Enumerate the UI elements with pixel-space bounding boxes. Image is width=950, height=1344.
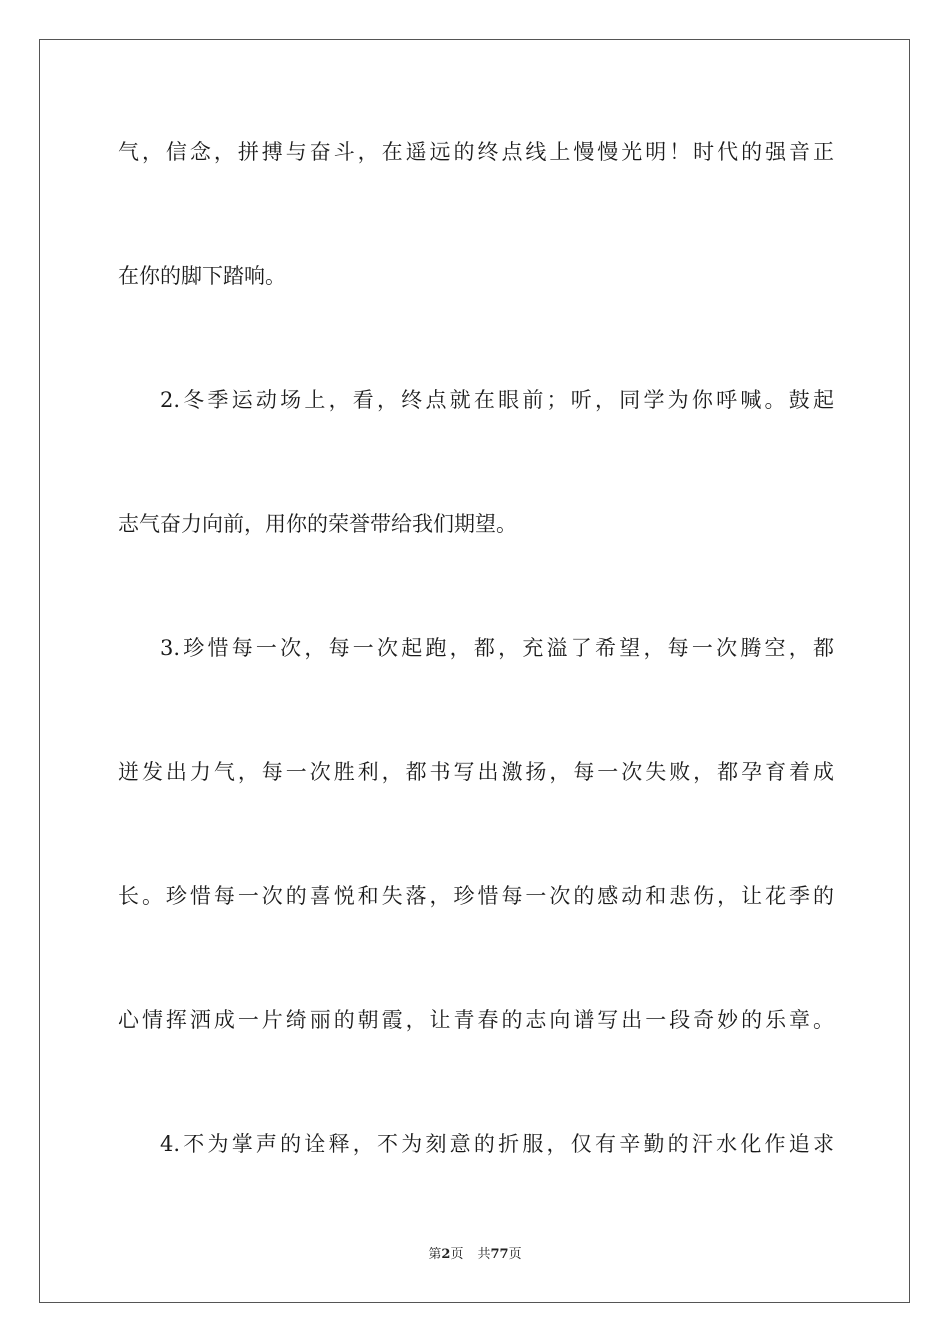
page-suffix: 页 [450,1247,464,1262]
total-pages: 77 [490,1247,509,1262]
page-footer [0,1246,950,1264]
paragraph-line: 3.珍惜每一次，每一次起跑，都，充溢了希望，每一次腾空，都 [160,636,834,660]
paragraph-line: 在你的脚下踏响。 [118,264,286,288]
paragraph-line: 2.冬季运动场上，看，终点就在眼前；听，同学为你呼喊。鼓起 [160,388,834,412]
paragraph-line: 长。珍惜每一次的喜悦和失落，珍惜每一次的感动和悲伤，让花季的 [118,884,834,908]
page-prefix: 第 [428,1247,442,1262]
total-prefix: 共 [477,1247,491,1262]
paragraph-line: 气，信念，拼搏与奋斗，在遥远的终点线上慢慢光明！时代的强音正 [118,140,834,164]
paragraph-line: 志气奋力向前，用你的荣誉带给我们期望。 [118,512,517,536]
paragraph-line: 迸发出力气，每一次胜利，都书写出激扬，每一次失败，都孕育着成 [118,760,834,784]
page-number: 2 [441,1247,451,1262]
paragraph-line: 心情挥洒成一片绮丽的朝霞，让青春的志向谱写出一段奇妙的乐章。 [118,1008,834,1032]
paragraph-line: 4.不为掌声的诠释，不为刻意的折服，仅有辛勤的汗水化作追求 [160,1132,834,1156]
total-suffix: 页 [508,1247,522,1262]
page-frame [39,39,910,1303]
